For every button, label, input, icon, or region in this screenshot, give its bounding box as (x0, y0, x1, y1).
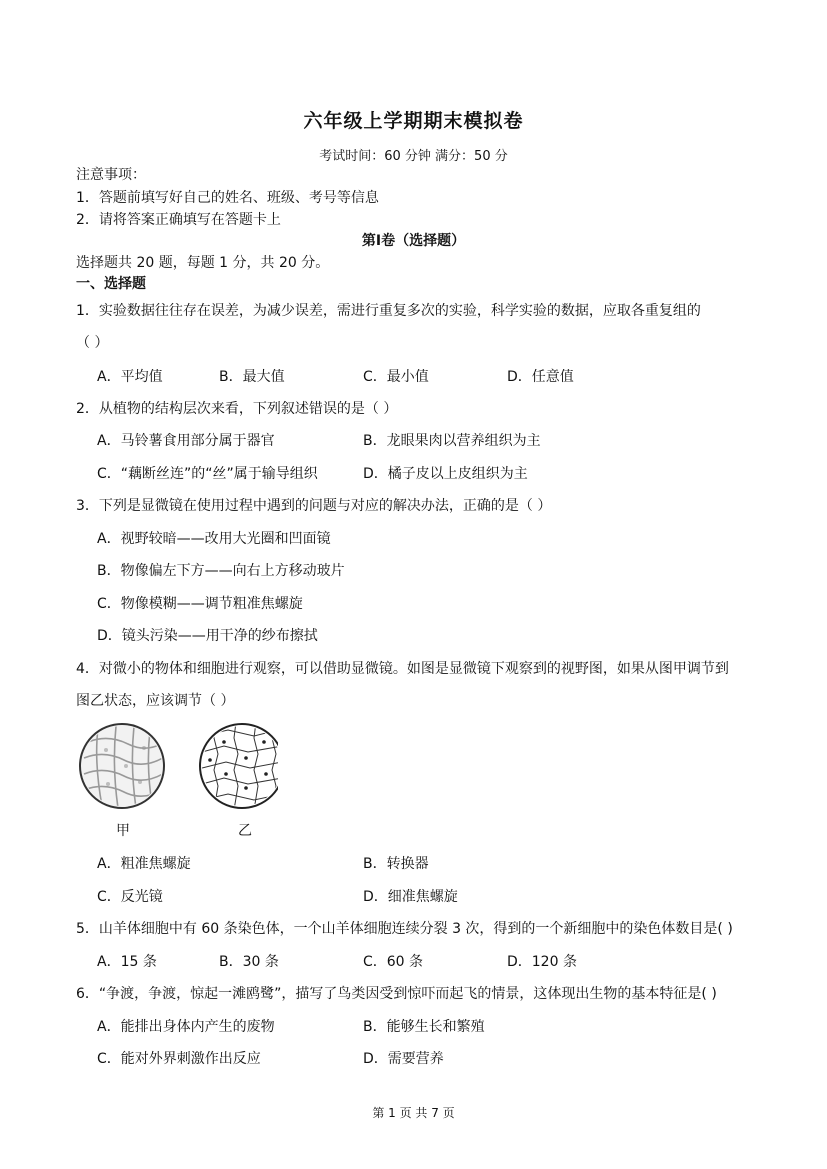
question-6-option-b: B．能够生长和繁殖 (363, 1019, 485, 1035)
exam-meta: 考试时间：60 分钟 满分：50 分 (319, 149, 508, 164)
question-4-stem-line-1: 4．对微小的物体和细胞进行观察，可以借助显微镜。如图是显微镜下观察到的视野图，如果从图甲调节到 (76, 661, 729, 677)
question-1-stem-line-2: （ ） (76, 335, 109, 351)
question-5-option-d: D．120 条 (507, 954, 577, 970)
question-1-option-b: B．最大值 (219, 369, 285, 385)
notes-heading: 注意事项： (76, 167, 146, 183)
question-2-option-c: C．“藕断丝连”的“丝”属于输导组织 (97, 466, 318, 482)
question-1-stem-line-1: 1．实验数据往往存在误差，为减少误差，需进行重复多次的实验，科学实验的数据，应取各重复组的 (76, 303, 701, 319)
exam-title: 六年级上学期期末模拟卷 (303, 110, 524, 132)
question-3-option-b: B．物像偏左下方——向右上方移动玻片 (97, 563, 345, 579)
question-1-option-a: A．平均值 (97, 369, 163, 385)
question-5-stem: 5．山羊体细胞中有 60 条染色体，一个山羊体细胞连续分裂 3 次，得到的一个新细胞中的染色体数目是( ) (76, 921, 733, 937)
section-title: 第I卷（选择题） (361, 233, 466, 249)
question-3-stem: 3．下列是显微镜在使用过程中遇到的问题与对应的解决办法，正确的是（ ） (76, 498, 552, 514)
question-4-option-b: B．转换器 (363, 856, 429, 872)
question-5-option-a: A．15 条 (97, 954, 157, 970)
question-4-option-a: A．粗准焦螺旋 (97, 856, 191, 872)
question-6-option-d: D．需要营养 (363, 1051, 444, 1067)
question-5-option-b: B．30 条 (219, 954, 279, 970)
question-6-option-c: C．能对外界刺激作出反应 (97, 1051, 261, 1067)
question-1-option-c: C．最小值 (363, 369, 429, 385)
question-2-option-b: B．龙眼果肉以营养组织为主 (363, 433, 541, 449)
page-footer: 第 1 页 共 7 页 (372, 1106, 455, 1120)
figure-label-yi: 乙 (238, 823, 252, 839)
question-3-option-a: A．视野较暗——改用大光圈和凹面镜 (97, 531, 331, 547)
question-6-option-a: A．能排出身体内产生的废物 (97, 1019, 275, 1035)
part-heading: 一、选择题 (76, 276, 146, 292)
question-5-option-c: C．60 条 (363, 954, 424, 970)
question-3-option-c: C．物像模糊——调节粗准焦螺旋 (97, 596, 303, 612)
note-item-2: 2．请将答案正确填写在答题卡上 (76, 212, 281, 228)
question-2-stem: 2．从植物的结构层次来看，下列叙述错误的是（ ） (76, 401, 398, 417)
question-4-stem-line-2: 图乙状态，应该调节（ ） (76, 693, 235, 709)
question-6-stem: 6．“争渡，争渡，惊起一滩鸥鹭”，描写了鸟类因受到惊吓而起飞的情景，这体现出生物的基本特征是( ) (76, 986, 717, 1002)
section-desc: 选择题共 20 题，每题 1 分，共 20 分。 (76, 255, 330, 271)
question-4-option-d: D．细准焦螺旋 (363, 889, 458, 905)
figure-label-jia: 甲 (116, 823, 130, 839)
question-3-option-d: D．镜头污染——用干净的纱布擦拭 (97, 628, 318, 644)
question-1-option-d: D．任意值 (507, 369, 574, 385)
view-jia-blurry (80, 724, 168, 808)
note-item-1: 1．答题前填写好自己的姓名、班级、考号等信息 (76, 190, 379, 206)
question-2-option-d: D．橘子皮以上皮组织为主 (363, 466, 528, 482)
question-4-option-c: C．反光镜 (97, 889, 163, 905)
view-yi-clear (200, 722, 278, 810)
question-2-option-a: A．马铃薯食用部分属于器官 (97, 433, 275, 449)
